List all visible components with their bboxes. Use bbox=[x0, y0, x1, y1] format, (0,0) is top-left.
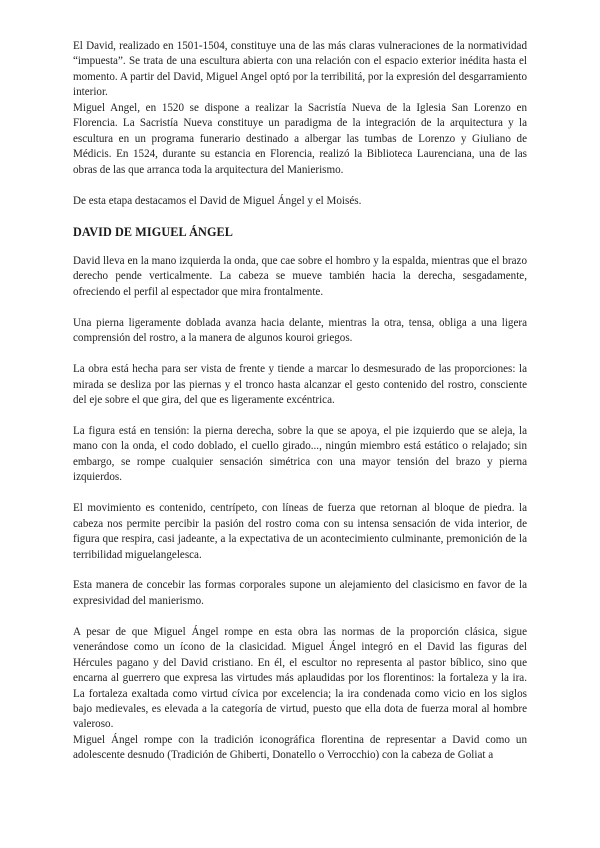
intro-paragraph-sacristia: Miguel Angel, en 1520 se dispone a realizar la Sacristía Nueva de la Iglesia San Lorenzo en Florencia. La Sacristía Nueva constituye un paradigma de la integración de la arquitectura y la escultura en un programa funerario destinado a albergar las tumbas de Lorenzo y Giuliano de Médicis. En 1524, durante su estancia en Florencia, realizó la Biblioteca Laurenciana, una de las obras de las que arranca toda la arquitectura del Manierismo. bbox=[73, 101, 527, 176]
document-page bbox=[73, 39, 527, 764]
intro-paragraph-highlights: De esta etapa destacamos el David de Miguel Ángel y el Moisés. bbox=[73, 194, 362, 207]
section-paragraph: Una pierna ligeramente doblada avanza hacia delante, mientras la otra, tensa, obliga a una ligera comprensión del rostro, a la manera de algunos kouroi griegos. bbox=[73, 316, 527, 345]
section-paragraph: El movimiento es contenido, centrípeto, con líneas de fuerza que retornan al bloque de piedra. la cabeza nos permite percibir la pasión del rostro coma con su intensa sensación de vida interior, de figura que respira, casi jadeante, a la expectativa de un acontecimiento culminante, premonición de la terribilidad miguelangelesca. bbox=[73, 502, 527, 561]
section-paragraph: Miguel Ángel rompe con la tradición iconográfica florentina de representar a David como un adolescente desnudo (Tradición de Ghiberti, Donatello o Verrocchio) con la cabeza de Goliat a bbox=[73, 733, 527, 762]
section-heading: DAVID DE MIGUEL ÁNGEL bbox=[73, 224, 233, 239]
section-paragraph: La obra está hecha para ser vista de frente y tiende a marcar lo desmesurado de las proporciones: la mirada se desliza por las piernas y el tronco hasta alcanzar el gesto contenido del rostro, consciente del eje sobre el que gira, del que es ligeramente excéntrica. bbox=[73, 363, 527, 407]
section-paragraph: A pesar de que Miguel Ángel rompe en esta obra las normas de la proporción clásica, sigue venerándose como un ícono de la clasicidad. Miguel Ángel integró en el David las figuras del Hércules pagano y del David cristiano. En él, el escultor no representa al pastor bíblico, sino que encarna al guerrero que expresa las virtudes más aplaudidas por los florentinos: la fortaleza y la ira. La fortaleza exaltada como virtud cívica por excelencia; la ira condenada como vicio en los siglos bajo medievales, es elevada a la categoría de virtud, puesto que ella dota de fuerza moral al hombre valeroso. bbox=[73, 625, 527, 731]
section-paragraph: David lleva en la mano izquierda la onda, que cae sobre el hombro y la espalda, mientras que el brazo derecho pende verticalmente. La cabeza se mueve también hacia la derecha, sesgadamente, ofreciendo el perfil al espectador que mira frontalmente. bbox=[73, 254, 527, 298]
intro-paragraph-david: El David, realizado en 1501-1504, constituye una de las más claras vulneraciones de la normatividad “impuesta”. Se trata de una escultura abierta con una relación con el espacio exterior inédita hasta el momento. A partir del David, Miguel Angel optó por la terribilitá, por la expresión del desgarramiento interior. bbox=[73, 40, 527, 99]
section-paragraph: Esta manera de concebir las formas corporales supone un alejamiento del clasicismo en favor de la expresividad del manierismo. bbox=[73, 579, 527, 607]
section-paragraph: La figura está en tensión: la pierna derecha, sobre la que se apoya, el pie izquierdo que se aleja, la mano con la onda, el codo doblado, el cuello girado..., ningún miembro está estático o relajado; sin embargo, se rompe cualquier sensación simétrica con una mayor tensión del brazo y pierna izquierdos. bbox=[73, 424, 527, 484]
